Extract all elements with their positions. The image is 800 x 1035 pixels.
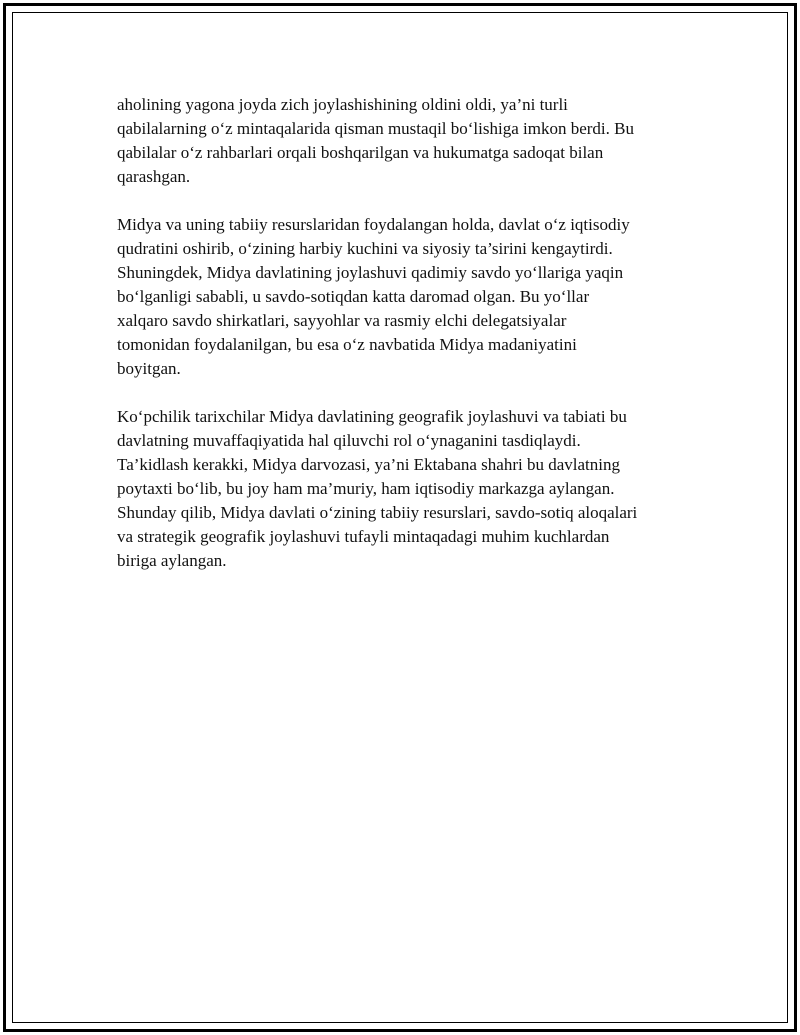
paragraph-3: Ko‘pchilik tarixchilar Midya davlatining geografik joylashuvi va tabiati bu davlatning muvaffaqiyatida hal qiluvchi rol o‘ynaganini tasdiqlaydi. Ta’kidlash kerakki, Midya darvozasi, ya’ni Ektabana shahri bu davlatning poytaxti bo‘lib, bu joy ham ma’muriy, ham iqtisodiy markazga aylangan. Shunday qilib, Midya davlati o‘zining tabiiy resurslari, savdo-sotiq aloqalari va strategik geografik joylashuvi tufayli mintaqadagi muhim kuchlardan biriga aylangan.: [117, 407, 638, 570]
paragraph-1: aholining yagona joyda zich joylashishining oldini oldi, ya’ni turli qabilalarning o‘z mintaqalarida qisman mustaqil bo‘lishiga imkon berdi. Bu qabilalar o‘z rahbarlari orqali boshqarilgan va hukumatga sadoqat bilan qarashgan.: [117, 95, 634, 186]
paragraph-2: Midya va uning tabiiy resurslaridan foydalangan holda, davlat o‘z iqtisodiy qudratini oshirib, o‘zining harbiy kuchini va siyosiy ta’sirini kengaytirdi. Shuningdek, Midya davlatining joylashuvi qadimiy savdo yo‘llariga yaqin bo‘lganligi sababli, u savdo-sotiqdan katta daromad olgan. Bu yo‘llar xalqaro savdo shirkatlari, sayyohlar va rasmiy elchi delegatsiyalar tomonidan foydalanilgan, bu esa o‘z navbatida Midya madaniyatini boyitgan.: [117, 215, 630, 378]
document-body: [117, 93, 717, 597]
